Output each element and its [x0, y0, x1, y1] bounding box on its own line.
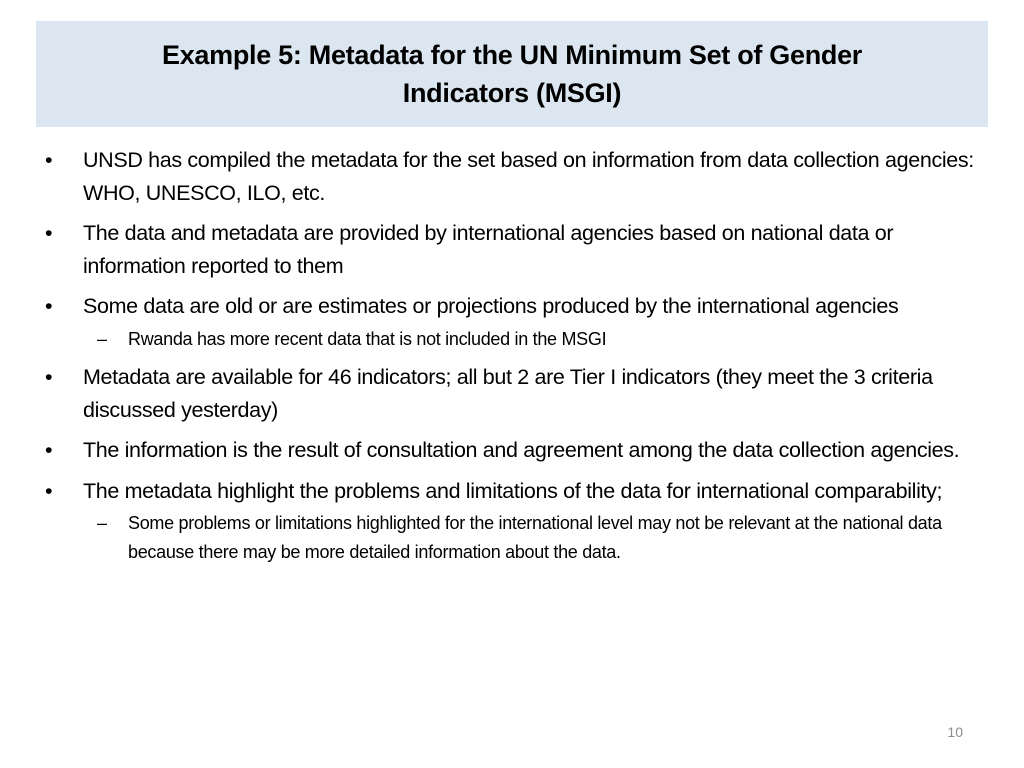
- bullet-list: [45, 144, 980, 574]
- sub-bullet-item: [45, 325, 980, 354]
- bullet-item: [45, 434, 980, 467]
- bullet-item: [45, 217, 980, 282]
- bullet-marker: •: [45, 478, 53, 503]
- bullet-marker: •: [45, 294, 53, 318]
- bullet-marker: •: [45, 365, 53, 389]
- bullet-item: [45, 475, 980, 508]
- sub-bullet-text: Some problems or limitations highlighted for the international level may not be relevant at the national data because there may be more detailed information about the data.: [128, 513, 942, 562]
- sub-bullet-marker: –: [97, 328, 107, 349]
- bullet-item: [45, 361, 980, 426]
- bullet-marker: •: [45, 438, 53, 462]
- bullet-text: The metadata highlight the problems and limitations of the data for international comparability;: [83, 478, 943, 503]
- sub-bullet-item: [45, 509, 980, 566]
- bullet-text: Some data are old or are estimates or projections produced by the international agencies: [83, 294, 899, 318]
- bullet-marker: •: [45, 221, 53, 245]
- page-number: 10: [947, 724, 963, 740]
- title-banner: [36, 21, 988, 127]
- sub-bullet-text: Rwanda has more recent data that is not included in the MSGI: [128, 328, 607, 349]
- bullet-text: Metadata are available for 46 indicators; all but 2 are Tier I indicators (they meet the 3 criteria discussed yesterday): [83, 365, 933, 422]
- bullet-text: The data and metadata are provided by international agencies based on national data or information reported to them: [83, 221, 894, 278]
- bullet-text: UNSD has compiled the metadata for the set based on information from data collection agencies: WHO, UNESCO, ILO, etc.: [83, 148, 974, 205]
- sub-bullet-marker: –: [97, 513, 107, 533]
- bullet-item: [45, 290, 980, 323]
- bullet-item: [45, 144, 980, 209]
- bullet-marker: •: [45, 148, 53, 172]
- bullet-text: The information is the result of consultation and agreement among the data collection agencies.: [83, 438, 960, 462]
- slide-title: Example 5: Metadata for the UN Minimum Set of Gender Indicators (MSGI): [161, 40, 863, 108]
